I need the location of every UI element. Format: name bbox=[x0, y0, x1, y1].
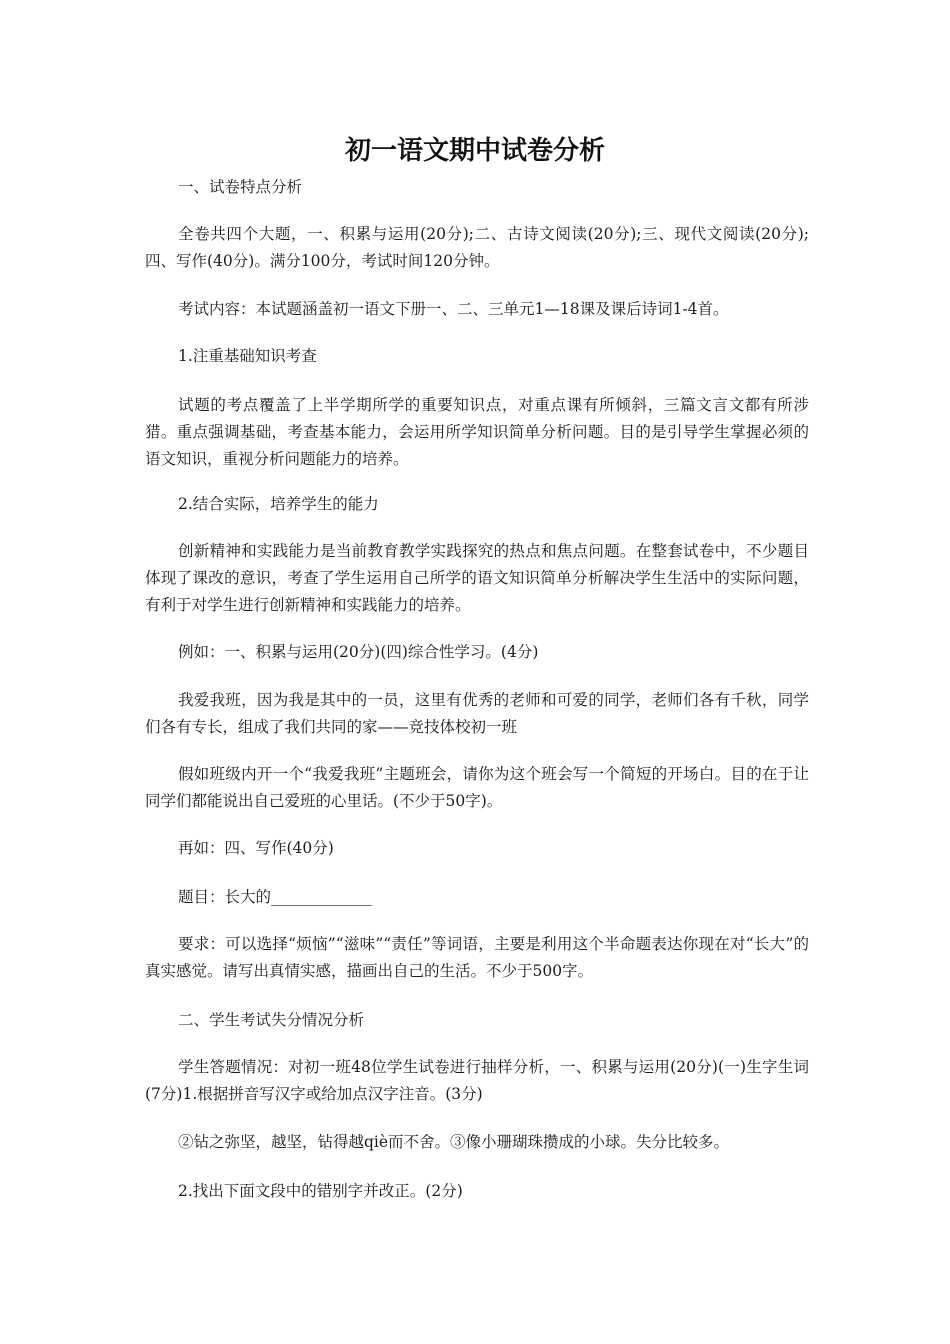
paragraph: 要求：可以选择“烦恼”“滋味”“责任”等词语，主要是利用这个半命题表达你现在对“长大”的真实感觉。请写出真情实感，描画出自己的生活。不少于500字。 bbox=[145, 935, 809, 980]
paragraph: 我爱我班，因为我是其中的一员，这里有优秀的老师和可爱的同学，老师们各有千秋，同学们各有专长，组成了我们共同的家——竞技体校初一班 bbox=[145, 691, 809, 736]
paragraph: 学生答题情况：对初一班48位学生试卷进行抽样分析，一、积累与运用(20分)(一)生字生词(7分)1.根据拼音写汉字或给加点汉字注音。(3分) bbox=[145, 1058, 809, 1103]
section-heading: 一、试卷特点分析 bbox=[178, 178, 303, 196]
document-title: 初一语文期中试卷分析 bbox=[344, 136, 605, 166]
paragraph: ②钻之弥坚，越坚，钻得越qiè而不舍。③像小珊瑚珠攒成的小球。失分比较多。 bbox=[178, 1133, 730, 1151]
paragraph: 假如班级内开一个“我爱我班”主题班会，请你为这个班会写一个简短的开场白。目的在于让同学们都能说出自己爱班的心里话。(不少于50字)。 bbox=[145, 765, 809, 810]
paragraph: 例如：一、积累与运用(20分)(四)综合性学习。(4分) bbox=[178, 643, 539, 661]
paragraph: 题目：长大的_____________ bbox=[178, 888, 372, 906]
paragraph: 试题的考点覆盖了上半学期所学的重要知识点，对重点课有所倾斜，三篇文言文都有所涉猎。重点强调基础，考查基本能力，会运用所学知识简单分析问题。目的是引导学生掌握必须的语文知识，重视分析问题能力的培养。 bbox=[145, 396, 809, 468]
paragraph: 考试内容：本试题涵盖初一语文下册一、二、三单元1—18课及课后诗词1-4首。 bbox=[178, 300, 729, 318]
section-heading: 二、学生考试失分情况分析 bbox=[178, 1011, 365, 1029]
subsection-heading: 2.结合实际，培养学生的能力 bbox=[178, 495, 379, 513]
subsection-heading: 1.注重基础知识考查 bbox=[178, 347, 317, 365]
paragraph: 创新精神和实践能力是当前教育教学实践探究的热点和焦点问题。在整套试卷中，不少题目体现了课改的意识，考查了学生运用自己所学的语文知识简单分析解决学生生活中的实际问题，有利于对学生进行创新精神和实践能力的培养。 bbox=[145, 542, 809, 614]
paragraph: 2.找出下面文段中的错别字并改正。(2分) bbox=[178, 1182, 463, 1200]
paragraph: 全卷共四个大题，一、积累与运用(20分);二、古诗文阅读(20分);三、现代文阅读(20分);四、写作(40分)。满分100分，考试时间120分钟。 bbox=[145, 225, 809, 270]
paragraph: 再如：四、写作(40分) bbox=[178, 839, 334, 857]
